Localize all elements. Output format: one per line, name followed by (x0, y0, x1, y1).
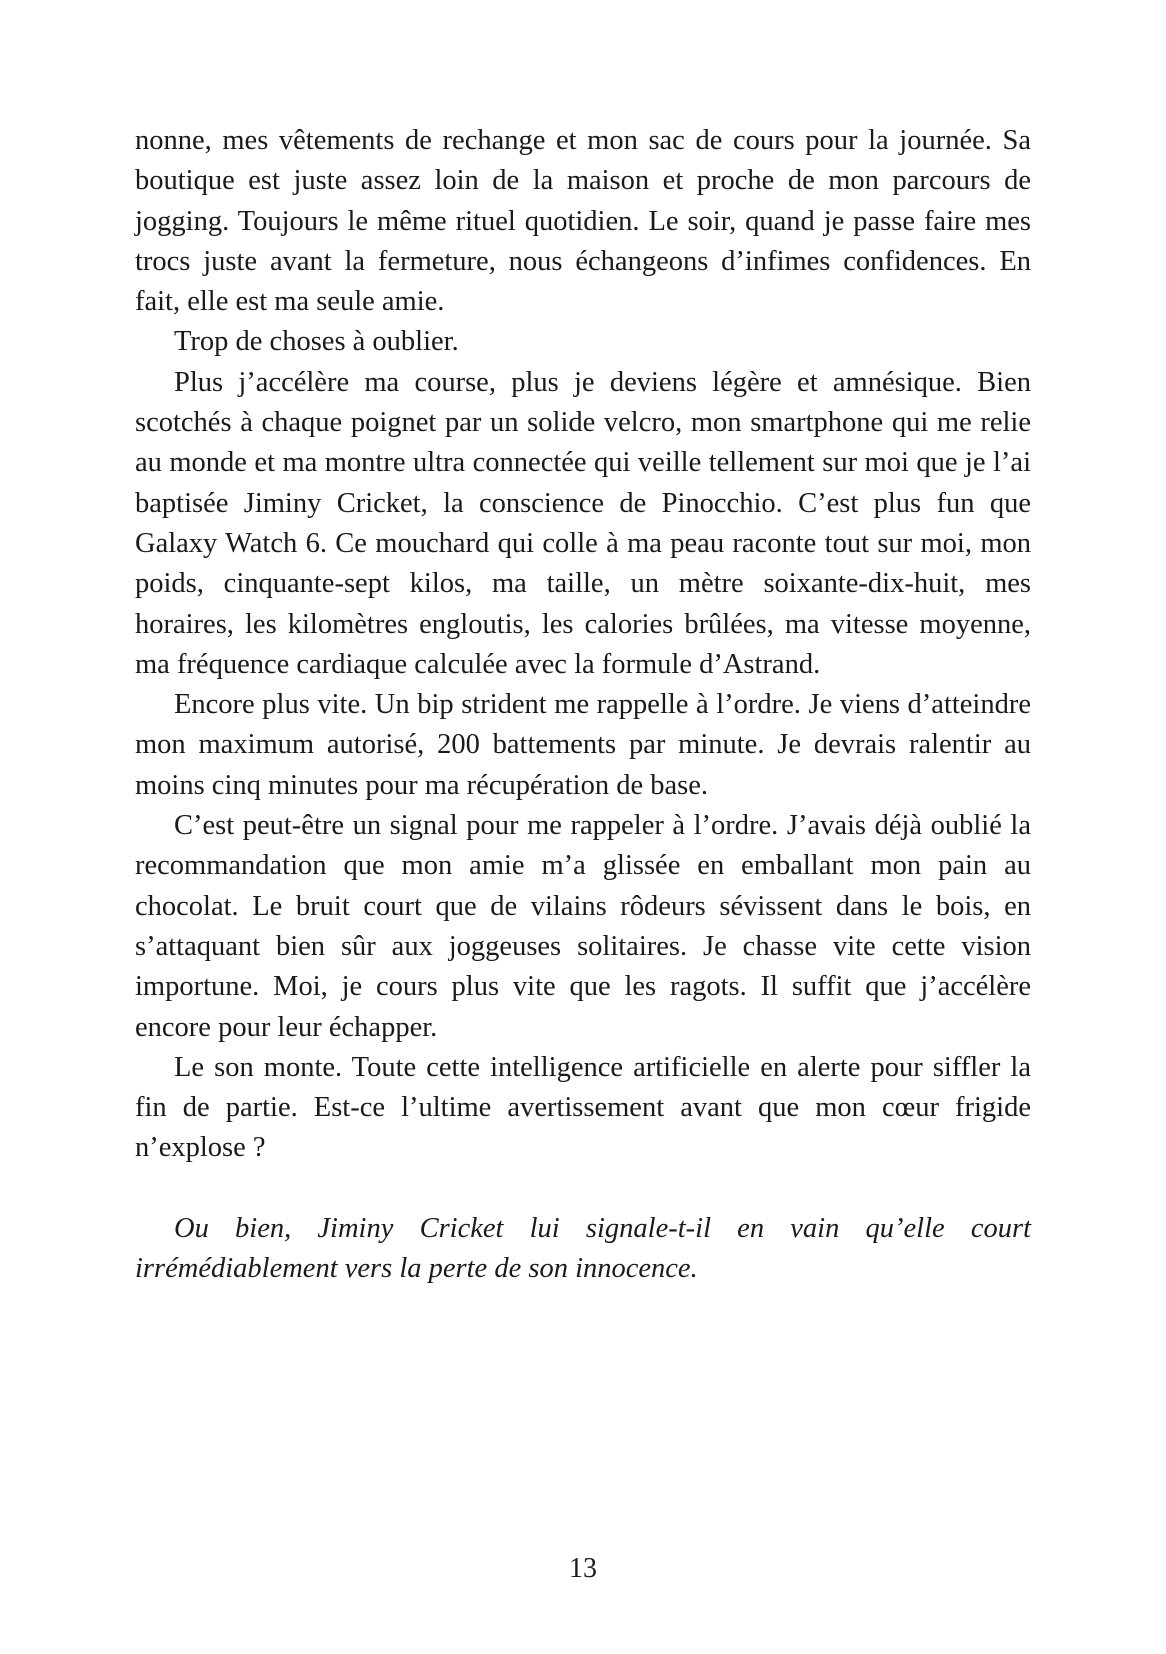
italic-closing-paragraph: Ou bien, Jiminy Cricket lui signale-t-il en vain qu’elle court irrémédiablement vers la perte de son innocence. (135, 1212, 1031, 1285)
paragraph: Le son monte. Toute cette intelligence artificielle en alerte pour siffler la fin de partie. Est-ce l’ultime avertissement avant que mon cœur frigide n’explose ? (135, 1051, 1031, 1164)
paragraph: C’est peut-être un signal pour me rappeler à l’ordre. J’avais déjà oublié la recommandation que mon amie m’a glissée en emballant mon pain au chocolat. Le bruit court que de vilains rôdeurs sévissent dans le bois, en s’attaquant bien sûr aux joggeuses solitaires. Je chasse vite cette vision importune. Moi, je cours plus vite que les ragots. Il suffit que j’accélère encore pour leur échapper. (135, 810, 1031, 1043)
paragraph: Encore plus vite. Un bip strident me rappelle à l’ordre. Je viens d’atteindre mon maximum autorisé, 200 battements par minute. Je devrais ralentir au moins cinq minutes pour ma récupération de base. (135, 689, 1031, 801)
page-number: 13 (569, 1553, 597, 1584)
page-body (135, 121, 1031, 1289)
paragraph: Plus j’accélère ma course, plus je deviens légère et amnésique. Bien scotchés à chaque poignet par un solide velcro, mon smartphone qui me relie au monde et ma montre ultra connectée qui veille tellement sur moi que je l’ai baptisée Jiminy Cricket, la conscience de Pinocchio. C’est plus fun que Galaxy Watch 6. Ce mouchard qui colle à ma peau raconte tout sur moi, mon poids, cinquante-sept kilos, ma taille, un mètre soixante-dix-huit, mes horaires, les kilomètres engloutis, les calories brûlées, ma vitesse moyenne, ma fréquence cardiaque calculée avec la formule d’Astrand. (135, 366, 1031, 680)
paragraph-continuation: nonne, mes vêtements de rechange et mon sac de cours pour la journée. Sa boutique est juste assez loin de la maison et proche de mon parcours de jogging. Toujours le même rituel quotidien. Le soir, quand je passe faire mes trocs juste avant la fermeture, nous échangeons d’infimes confidences. En fait, elle est ma seule amie. (135, 125, 1031, 318)
paragraph: Trop de choses à oublier. (174, 326, 459, 358)
